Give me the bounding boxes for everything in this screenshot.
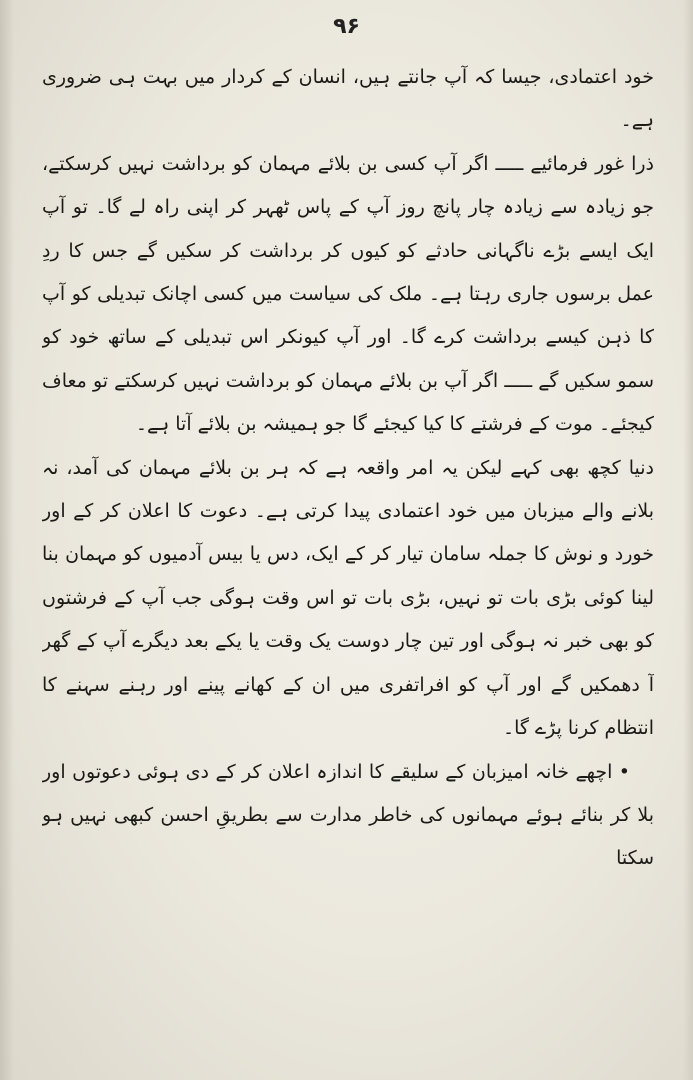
paragraph: • اچھے خانہ امیزبان کے سلیقے کا اندازہ اعلان کر کے دی ہوئی دعوتوں اور بلا کر بنائے ہوئے مہمانوں کی خاطر مدارت سے بطریقِ احسن کبھی نہیں ہو سکتا <box>42 760 654 870</box>
paragraph: خود اعتمادی، جیسا کہ آپ جانتے ہیں، انسان کے کردار میں بہت ہی ضروری ہے۔ <box>42 66 654 132</box>
page-text <box>42 56 654 1061</box>
page-number: ۹۶ <box>333 14 360 39</box>
paragraph: دنیا کچھ بھی کہے لیکن یہ امر واقعہ ہے کہ ہر بن بلائے مہمان کی آمد، نہ بلانے والے میزبان میں خود اعتمادی پیدا کرتی ہے۔ دعوت کا اعلان کر کے اور خورد و نوش کا جملہ سامان تیار کر کے ایک، دس یا بیس آدمیوں کو مہمان بنا لینا کوئی بڑی بات تو نہیں، بڑی بات تو اس وقت ہوگی جب آپ کے فرشتوں کو بھی خبر نہ ہوگی اور تین چار دوست یک وقت یا یکے بعد دیگرے آپ کے گھر آ دھمکیں گے اور آپ کو افراتفری میں ان کے کھانے پینے اور رہنے سہنے کا انتظام کرنا پڑے گا۔ <box>42 456 654 740</box>
paragraph: ذرا غور فرمائیے ـــــ اگر آپ کسی بن بلائے مہمان کو برداشت نہیں کرسکتے، جو زیادہ سے زیادہ چار پانچ روز آپ کے پاس ٹھہر کر اپنی راہ لے گا۔ تو آپ ایک ایسے بڑے ناگہانی حادثے کو کیوں کر برداشت کر سکیں گے جس کا ردِ عمل برسوں جاری رہتا ہے۔ ملک کی سیاست میں کسی اچانک تبدیلی کو آپ کا ذہن کیسے برداشت کرے گا۔ اور آپ کیونکر اس تبدیلی کے ساتھ خود کو سمو سکیں گے ـــــ اگر آپ بن بلائے مہمان کو برداشت نہیں کرسکتے تو معاف کیجئے۔ موت کے فرشتے کا کیا کیجئے گا جو ہمیشہ بن بلائے آتا ہے۔ <box>42 152 654 436</box>
